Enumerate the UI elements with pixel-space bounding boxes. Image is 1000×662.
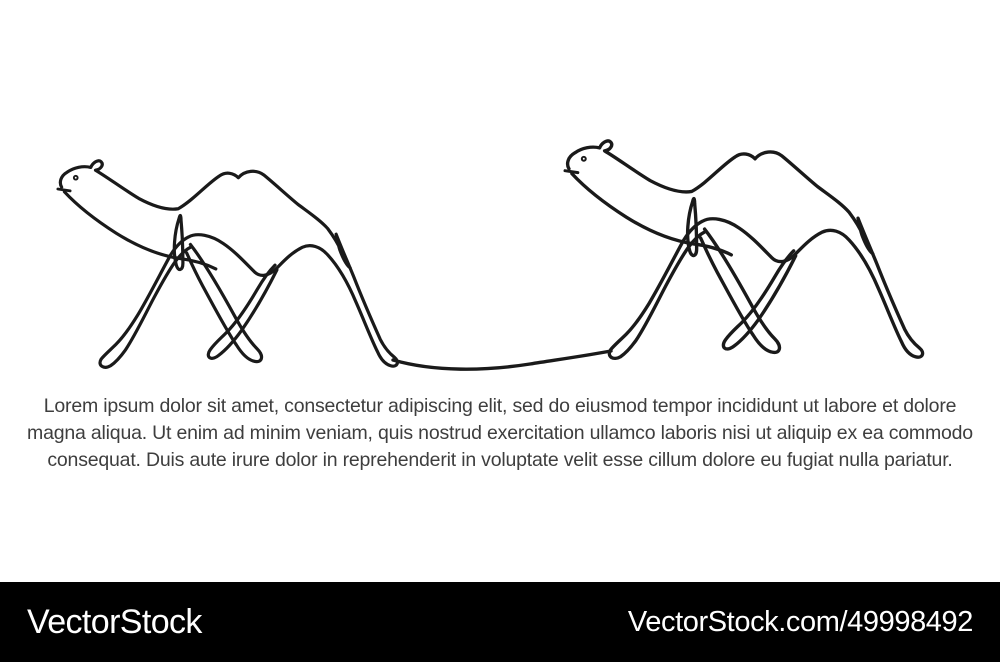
caption-line: magna aliqua. Ut enim ad minim veniam, quis nostrud exercitation ullamco laboris nisi ut aliquip ex ea commodo xyxy=(27,422,973,444)
vectorstock-logo: VectorStock xyxy=(27,602,202,641)
right-camel-drawing xyxy=(565,141,923,358)
caption-line: Lorem ipsum dolor sit amet, consectetur adipiscing elit, sed do eiusmod tempor incididunt ut labore et dolore xyxy=(43,395,957,417)
caption-line: consequat. Duis aute irure dolor in reprehenderit in voluptate velit esse cillum dolore eu fugiat nulla pariatur. xyxy=(47,449,953,471)
vectorstock-url: VectorStock.com/49998492 xyxy=(627,605,973,638)
watermark-bar xyxy=(0,582,1000,662)
connecting-line xyxy=(393,351,611,369)
lorem-ipsum-caption xyxy=(0,393,1000,474)
left-camel-drawing xyxy=(58,161,398,367)
